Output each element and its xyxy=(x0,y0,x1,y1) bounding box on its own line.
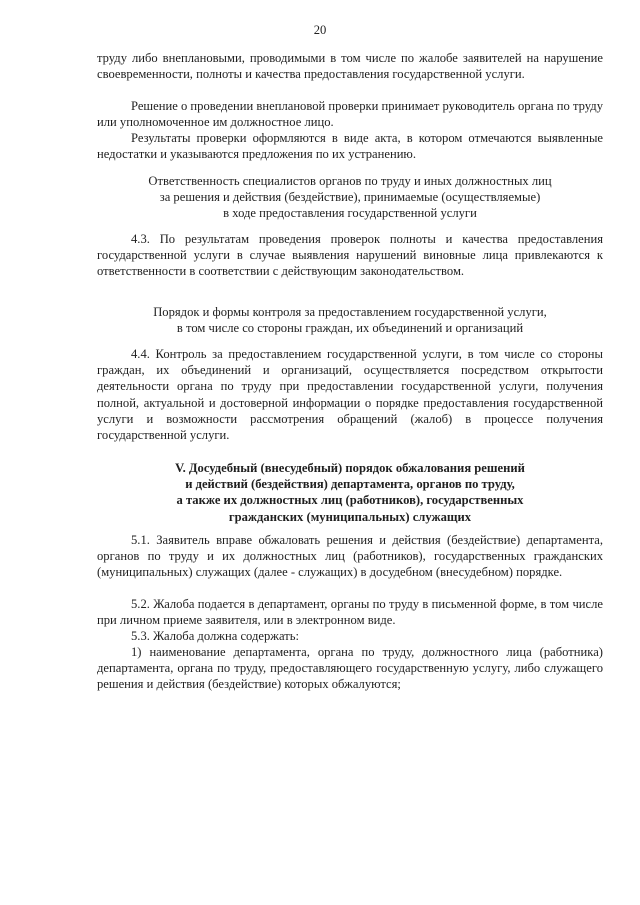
section-v-heading-line: а также их должностных лиц (работников), государственных xyxy=(176,493,524,508)
control-heading-line: Порядок и формы контроля за предоставлением государственной услуги, xyxy=(153,305,547,319)
intro-continuation-block xyxy=(97,50,603,82)
responsibility-heading-line: в ходе предоставления государственной услуги xyxy=(223,206,477,221)
paragraph-5-2: 5.2. Жалоба подается в департамент, органы по труду в письменной форме, в том числе при личном приеме заявителя, или в электронном виде. xyxy=(97,597,603,628)
section-v-heading-line: V. Досудебный (внесудебный) порядок обжалования решений xyxy=(175,461,525,475)
intro-paragraph-1-block xyxy=(97,98,603,130)
paragraph-5-3: 5.3. Жалоба должна содержать: xyxy=(131,629,299,643)
paragraph-5-1: 5.1. Заявитель вправе обжаловать решения и действия (бездействие) департамента, органов по труду и их должностных лиц (работников), государственных гражданских (муниципальных) служащих (далее - служащих) в досудебном (внесудебном) порядке. xyxy=(97,533,603,580)
intro-paragraph-2: Результаты проверки оформляются в виде акта, в котором отмечаются выявленные недостатки и указываются предложения по их устранению. xyxy=(97,131,603,162)
intro-paragraph-2-block xyxy=(97,130,603,162)
responsibility-heading-line: за решения и действия (бездействие), принимаемые (осуществляемые) xyxy=(159,190,541,205)
section-v-heading xyxy=(97,460,603,525)
list-item-1: 1) наименование департамента, органа по труду, должностного лица (работника) департамента, органа по труду, предоставляющего государственную услугу, либо служащего решения и действия (бездействие) которых обжалуются; xyxy=(97,645,603,692)
list-item-1-block xyxy=(97,644,603,693)
intro-continuation: труду либо внеплановыми, проводимыми в том числе по жалобе заявителей на нарушение своевременности, полноты и качества предоставления государственной услуги. xyxy=(97,51,603,82)
control-heading xyxy=(97,304,603,336)
page-number: 20 xyxy=(313,23,327,37)
section-v-heading-line: и действий (бездействия) департамента, органов по труду, xyxy=(185,477,515,492)
paragraph-5-3-block xyxy=(97,628,603,644)
responsibility-heading-line: Ответственность специалистов органов по труду и иных должностных лиц xyxy=(148,174,552,188)
paragraph-5-2-block xyxy=(97,596,603,628)
paragraph-5-1-block xyxy=(97,532,603,581)
paragraph-4-3: 4.3. По результатам проведения проверок полноты и качества предоставления государственной услуги в случае выявления нарушений виновные лица привлекаются к ответственности в соответствии с действующим законодательством. xyxy=(97,232,603,279)
control-heading-line: в том числе со стороны граждан, их объединений и организаций xyxy=(176,321,524,336)
responsibility-heading xyxy=(97,173,603,222)
paragraph-4-4-block xyxy=(97,346,603,443)
paragraph-4-3-block xyxy=(97,231,603,280)
intro-paragraph-1: Решение о проведении внеплановой проверки принимает руководитель органа по труду или уполномоченное им должностное лицо. xyxy=(97,99,603,130)
section-v-heading-line: гражданских (муниципальных) служащих xyxy=(228,509,472,524)
paragraph-4-4: 4.4. Контроль за предоставлением государственной услуги, в том числе со стороны граждан, их объединений и организаций, осуществляется посредством открытости деятельности органа по труду при предоставлении государственной услуги, получения полной, актуальной и достоверной информации о порядке предоставления государственной услуги и возможности рассмотрения обращений (жалоб) в процессе получения государственной услуги. xyxy=(97,347,603,443)
